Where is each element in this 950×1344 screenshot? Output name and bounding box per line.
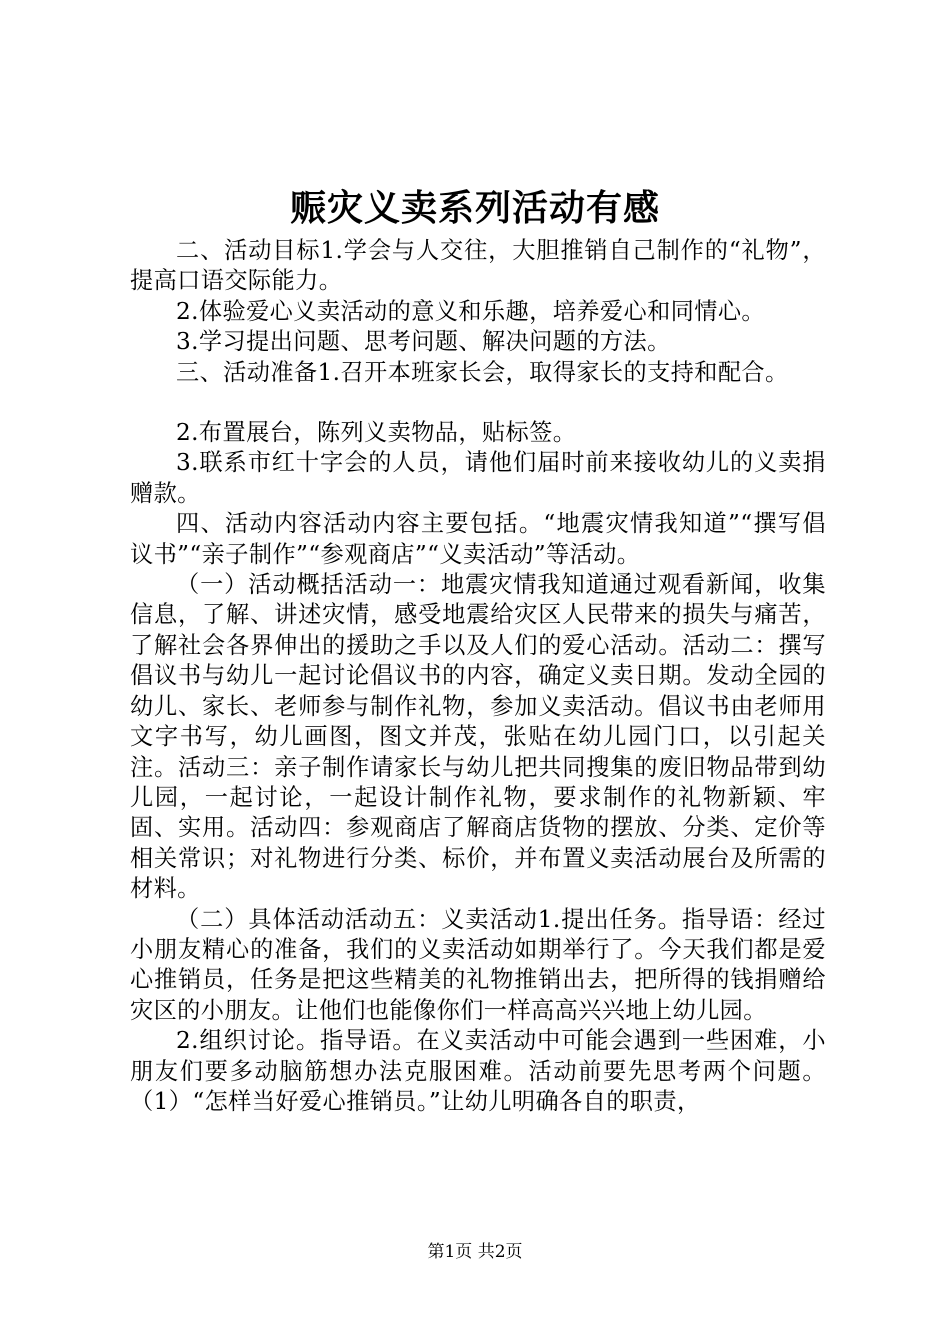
page-footer: 第1页 共2页 — [427, 1242, 523, 1262]
document-body — [130, 236, 826, 1117]
paragraph-activity-preparation: 三、活动准备1.召开本班家长会，取得家长的支持和配合。 — [176, 358, 789, 386]
paragraph-goal-2: 2.体验爱心义卖活动的意义和乐趣，培养爱心和同情心。 — [176, 297, 766, 325]
paragraph-goal-3: 3.学习提出问题、思考问题、解决问题的方法。 — [176, 328, 671, 356]
paragraph-preparation-3: 3.联系市红十字会的人员，请他们届时前来接收幼儿的义卖捐赠款。 — [130, 449, 826, 507]
paragraph-activity-content: 四、活动内容活动内容主要包括。“地震灾情我知道”“撰写倡议书”“亲子制作”“参观商店”“义卖活动”等活动。 — [130, 510, 826, 568]
paragraph-activity-overview: （一）活动概括活动一：地震灾情我知道通过观看新闻，收集信息，了解、讲述灾情，感受地震给灾区人民带来的损失与痛苦，了解社会各界伸出的援助之手以及人们的爱心活动。活动二：撰写倡议书与幼儿一起讨论倡议书的内容，确定义卖日期。发动全园的幼儿、家长、老师参与制作礼物，参加义卖活动。倡议书由老师用文字书写，幼儿画图，图文并茂，张贴在幼儿园门口，以引起关注。活动三：亲子制作请家长与幼儿把共同搜集的废旧物品带到幼儿园，一起讨论，一起设计制作礼物，要求制作的礼物新颖、牢固、实用。活动四：参观商店了解商店货物的摆放、分类、定价等相关常识；对礼物进行分类、标价，并布置义卖活动展台及所需的材料。 — [130, 571, 826, 903]
paragraph-activity-goals: 二、活动目标1.学会与人交往，大胆推销自己制作的“礼物”，提高口语交际能力。 — [130, 237, 826, 295]
paragraph-organize-discussion: 2.组织讨论。指导语。在义卖活动中可能会遇到一些困难，小朋友们要多动脑筋想办法克服困难。活动前要先思考两个问题。（1）“怎样当好爱心推销员。”让幼儿明确各自的职责， — [130, 1027, 826, 1115]
document-title: 赈灾义卖系列活动有感 — [289, 188, 660, 229]
paragraph-specific-activity: （二）具体活动活动五：义卖活动1.提出任务。指导语：经过小朋友精心的准备，我们的义卖活动如期举行了。今天我们都是爱心推销员，任务是把这些精美的礼物推销出去，把所得的钱捐赠给灾区的小朋友。让他们也能像你们一样高高兴兴地上幼儿园。 — [130, 905, 826, 1024]
paragraph-preparation-2: 2.布置展台，陈列义卖物品，贴标签。 — [176, 419, 577, 447]
